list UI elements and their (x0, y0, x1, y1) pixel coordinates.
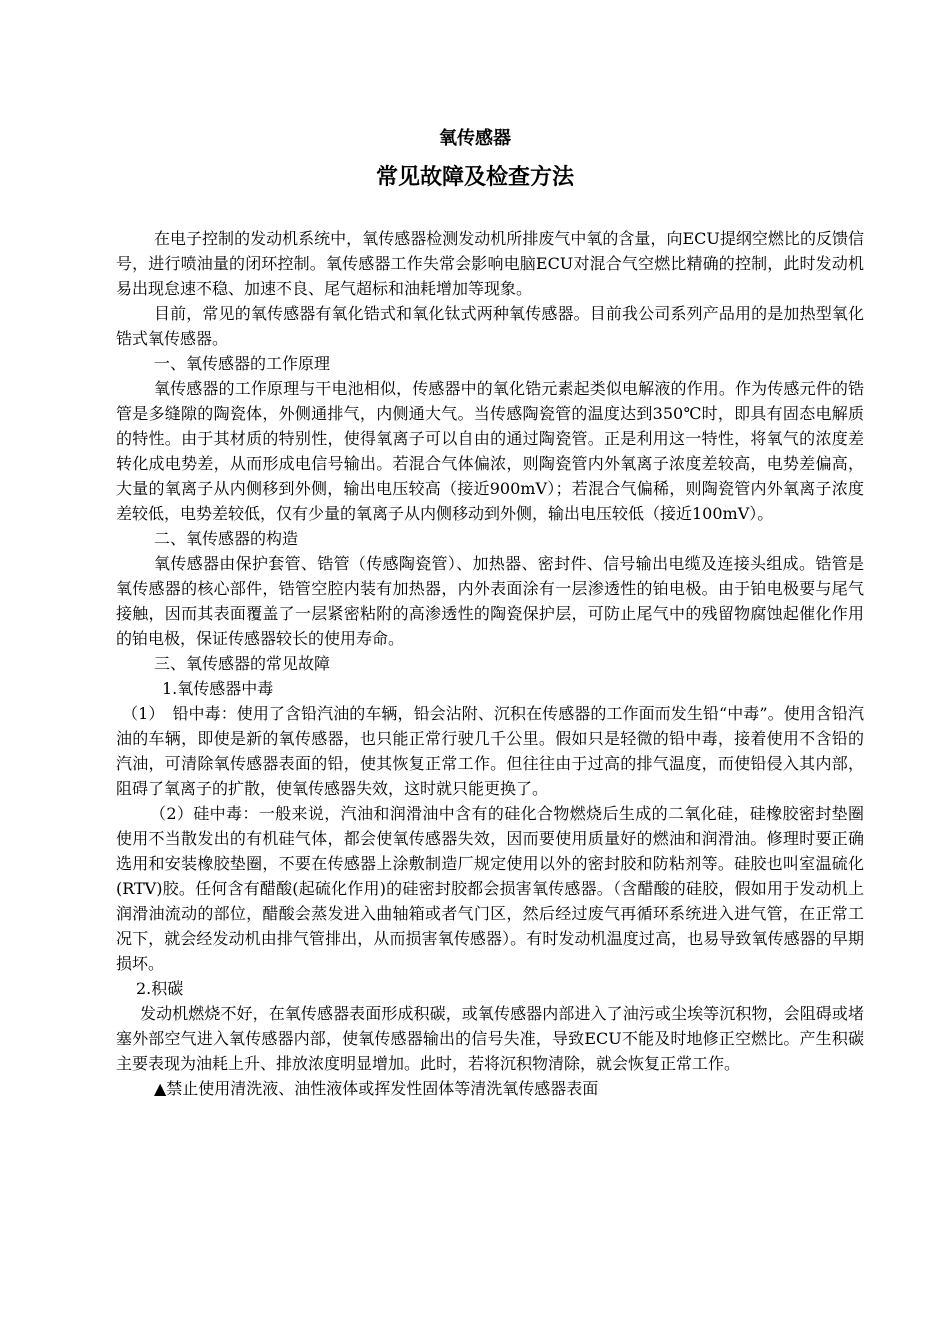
subsection-heading-poisoning: 1.氧传感器中毒 (162, 679, 274, 698)
paragraph-silicon-poisoning: （2）硅中毒：一般来说，汽油和润滑油中含有的硅化合物燃烧后生成的二氧化硅，硅橡胶密封垫圈使用不当散发出的有机硅气体，都会使氧传感器失效，因而要使用质量好的燃油和润滑油。修理时要正确选用和安装橡胶垫圈，不要在传感器上涂敷制造厂规定使用以外的密封胶和防粘剂等。硅胶也叫室温硫化(RTV)胶。任何含有醋酸(起硫化作用)的硅密封胶都会损害氧传感器。（含醋酸的硅胶，假如用于发动机上润滑油流动的部位，醋酸会蒸发进入曲轴箱或者气门区，然后经过废气再循环系统进入进气管，在正常工况下，就会经发动机由排气管排出，从而损害氧传感器）。有时发动机温度过高，也易导致氧传感器的早期损坏。 (116, 804, 864, 973)
section-heading-structure: 二、氧传感器的构造 (154, 529, 299, 548)
paragraph-structure: 氧传感器由保护套管、锆管（传感陶瓷管）、加热器、密封件、信号输出电缆及连接头组成。锆管是氧传感器的核心部件，锆管空腔内装有加热器，内外表面涂有一层渗透性的铂电极。由于铂电极要与尾气接触，因而其表面覆盖了一层紧密粘附的高渗透性的陶瓷保护层，可防止尾气中的残留物腐蚀起催化作用的铂电极，保证传感器较长的使用寿命。 (116, 554, 864, 648)
document-subtitle: 常见故障及检查方法 (375, 164, 574, 190)
warning-note: ▲禁止使用清洗液、油性液体或挥发性固体等清洗氧传感器表面 (154, 1079, 599, 1098)
paragraph-principle: 氧传感器的工作原理与干电池相似，传感器中的氧化锆元素起类似电解液的作用。作为传感元件的锆管是多缝隙的陶瓷体，外侧通排气，内侧通大气。当传感陶瓷管的温度达到350℃时，即具有固态电解质的特性。由于其材质的特别性，使得氧离子可以自由的通过陶瓷管。正是利用这一特性，将氧气的浓度差转化成电势差，从而形成电信号输出。若混合气体偏浓，则陶瓷管内外氧离子浓度差较高，电势差偏高，大量的氧离子从内侧移到外侧，输出电压较高（接近900mV）；若混合气偏稀，则陶瓷管内外氧离子浓度差较低，电势差较低，仅有少量的氧离子从内侧移动到外侧，输出电压较低（接近100mV）。 (116, 379, 864, 523)
paragraph-lead-poisoning: （1） 铅中毒：使用了含铅汽油的车辆，铅会沾附、沉积在传感器的工作面而发生铅“中毒”。使用含铅汽油的车辆，即使是新的氧传感器，也只能正常行驶几千公里。假如只是轻微的铅中毒，接着使用不含铅的汽油，可清除氧传感器表面的铅，使其恢复正常工作。但往往由于过高的排气温度，而使铅侵入其内部，阻碍了氧离子的扩散，使氧传感器失效，这时就只能更换了。 (116, 704, 864, 798)
paragraph-intro: 在电子控制的发动机系统中，氧传感器检测发动机所排废气中氧的含量，向ECU提纲空燃比的反馈信号，进行喷油量的闭环控制。氧传感器工作失常会影响电脑ECU对混合气空燃比精确的控制，此时发动机易出现怠速不稳、加速不良、尾气超标和油耗增加等现象。 (116, 229, 864, 298)
paragraph-types: 目前，常见的氧传感器有氧化锆式和氧化钛式两种氧传感器。目前我公司系列产品用的是加热型氧化锆式氧传感器。 (116, 304, 864, 348)
document-title: 氧传感器 (439, 128, 511, 149)
paragraph-carbon: 发动机燃烧不好，在氧传感器表面形成积碳，或氧传感器内部进入了油污或尘埃等沉积物，会阻碍或堵塞外部空气进入氧传感器内部，使氧传感器输出的信号失准，导致ECU不能及时地修正空燃比。产生积碳主要表现为油耗上升、排放浓度明显增加。此时，若将沉积物清除，就会恢复正常工作。 (116, 1004, 864, 1073)
document-body (116, 226, 864, 1101)
section-heading-faults: 三、氧传感器的常见故障 (154, 654, 331, 673)
subsection-heading-carbon: 2.积碳 (136, 979, 184, 998)
section-heading-principle: 一、氧传感器的工作原理 (154, 354, 331, 373)
